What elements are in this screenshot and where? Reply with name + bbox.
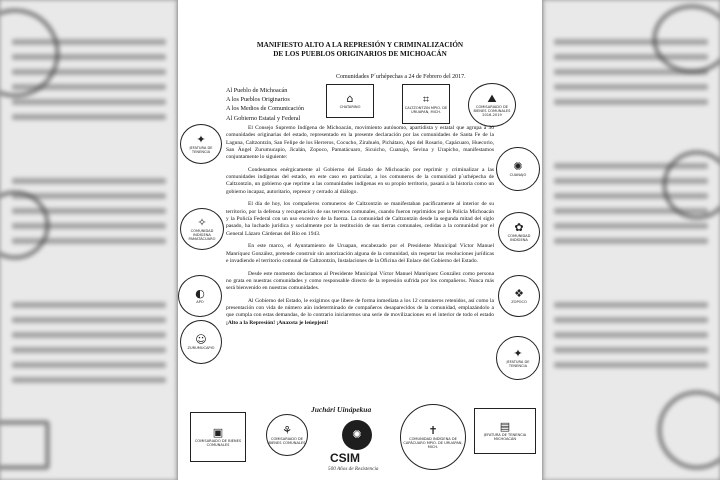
stamp-bottom-4: ▤ JEFATURA DE TENENCIA MICHOACÁN [474, 408, 536, 454]
stamp-bottom-1: ▣ COMISARIADO DE BIENES COMUNALES [190, 412, 246, 462]
addressee-line: Al Gobierno Estatal y Federal [226, 114, 301, 122]
background-blur-right [542, 0, 720, 480]
emblem-icon: ❖ [514, 287, 524, 300]
stamp-comisariado-top: ⛰ COMISARIADO DE BIENES COMUNALES 2016-2019 [468, 83, 516, 127]
stamp-comunidad-right: ✿ COMUNIDAD INDÍGENA [498, 212, 540, 252]
title-line-1: MANIFIESTO ALTO A LA REPRESIÓN Y CRIMINALIZACIÓN [256, 41, 464, 49]
addressee-line: A los Pueblos Originarios [226, 96, 290, 104]
stamp-apo: ◐ APO [178, 275, 222, 317]
dateline: Comunidades P´urhépechas a 24 de Febrero del 2017. [336, 74, 466, 80]
stamp-chatarino: ⌂ CHATARINO [326, 84, 374, 118]
stamp-left-2: ✧ COMUNIDAD INDÍGENA PAMATÁCUARO [180, 208, 224, 250]
csim-logo [342, 420, 372, 450]
building-icon: ▤ [499, 420, 511, 433]
house-icon: ⌂ [346, 92, 354, 105]
csim-anniversary: 500 Años de Resistencia [328, 466, 379, 472]
portrait-icon: ☺ [195, 333, 207, 346]
csim-acronym: CSIM [330, 451, 360, 465]
stamp-jefatura-right: ✦ JEFATURA DE TENENCIA [496, 336, 540, 380]
seal-icon: ▣ [212, 426, 224, 439]
manifesto-body [226, 125, 494, 332]
eagle-seal-icon: ✦ [196, 133, 206, 146]
flower-icon: ✿ [514, 221, 524, 234]
background-blur-left [0, 0, 178, 480]
mountain-icon: ⛰ [487, 92, 497, 105]
stamp-bottom-2: ⚘ COMISARIADO DE BIENES COMUNALES [266, 414, 308, 456]
cross-icon: ✝ [428, 424, 438, 437]
closing-slogan: ¡Alto a la Represión! ¡Anaxsta je leúepjeni! [226, 319, 329, 326]
addressee-line: A los Medios de Comunicación [226, 105, 305, 113]
manifesto-page [178, 0, 542, 480]
paragraph: Desde este momento declaramos al Presidente Municipal Víctor Manuel Manríquez González como persona no grata en nuestras comunidades y como responsable directo de la represión sufrida por los compañeros. Nunca más será bienvenido en nuestras comunidades. [226, 270, 494, 292]
paragraph: En este marco, el Ayuntamiento de Uruapan, encabezado por el Presidente Municipal Víctor Manuel Manríquez González, pretende construir sin autorización alguna de la comunidad, sin respetar las resoluciones jurídicas e invadiendo el territorio comunal de Caltzontzin, Instalaciones de la Oficina del Enlace del Gobierno del Estado. [226, 243, 494, 264]
sun-icon: ✺ [513, 160, 523, 173]
paragraph: El Consejo Supremo Indígena de Michoacán, movimiento autónomo, apartidista y estatal que agrupa a 30 comunidades originarias del estado, representado en la presente declaración por las comunidades de Santa Fe de la Laguna, Caltzontzin, San Felipe de los Herreros, Cocucho, Zirahuén, Pichátaro, Apo del Rosario, Capácuaro, Huecorio, San Ángel Zurumucapio, Jicalán, Zopoco, Pamatácuaro, Sicuicho, Cuanajo, Sevina y Urapicho, manifestamos conjuntamente lo siguiente: [226, 125, 494, 161]
stamp-zopoco: ❖ ZOPOCO [498, 275, 540, 317]
emblem-icon: ✺ [352, 428, 362, 441]
stamp-caltzontzin: ⌗ CALTZONTZIN MPIO. DE URUAPAN, MICH. [402, 84, 450, 124]
eagle-seal-icon: ✦ [513, 347, 523, 360]
paragraph-final: Al Gobierno del Estado, le exigimos que libere de forma inmediata a los 12 comuneros retenidos, así como la presentación con vida de número aún indeterminado de compañeros desaparecidos de la comunidad, emplazándolo a que cumpla con estas demandas, de lo contrario iniciaremos una serie de movilizaciones en el interior de todo el estado ¡Alto a la Represión! ¡Anaxsta je leúepjeni! [226, 297, 494, 326]
stamp-cuanajo: ✺ CUANAJO [496, 147, 540, 191]
stamp-capacuaro: ✝ COMUNIDAD INDÍGENA DE CAPÁCUARO MPIO. DE URUAPAN, MICH. [400, 404, 466, 470]
addressee-block [226, 86, 346, 123]
paragraph: El día de hoy, los compañeros comuneros de Caltzontzin se manifestaban pacíficamente al interior de su territorio, por la defensa y recuperación de sus terrenos comunales, cuando fueron reprimidos por la Policía Michoacán y la Policía Federal con un uso excesivo de la fuerza. La comunidad de Caltzontzin desde la segunda mitad del siglo pasado, ha luchado jurídica y socialmente por la restitución de sus tierras comunales, cedidas a la comunidad por el General Lázaro Cárdenas del Río en 1943. [226, 201, 494, 237]
stamp-zurumucapio: ☺ ZURUMUCAPIO [180, 320, 222, 364]
grid-emblem-icon: ⌗ [422, 93, 430, 106]
stamp-left-1: ✦ JEFATURA DE TENENCIA [180, 124, 222, 164]
title-line-2: DE LOS PUEBLOS ORIGINARIOS DE MICHOACÁN [273, 50, 447, 58]
seal-icon: ✧ [197, 216, 207, 229]
csim-heading: Juchári Uinápekua [311, 405, 372, 414]
landscape-icon: ◐ [195, 287, 205, 300]
addressee-line: Al Pueblo de Michoacán [226, 87, 288, 94]
figure-icon: ⚘ [282, 424, 292, 437]
paragraph: Condenamos enérgicamente al Gobierno del Estado de Michoacán por reprimir y criminalizar a las comunidades indígenas del estado, en este caso en particular, a los comuneros de la comunidad p´urhépecha de Caltzontzin, un gobierno que reprime a las comunidades indígenas en su propio territorio, pasará a la historia como un gobierno incapaz, autoritario, represor y cerrado al diálogo. [226, 166, 494, 195]
document-title [218, 41, 502, 59]
